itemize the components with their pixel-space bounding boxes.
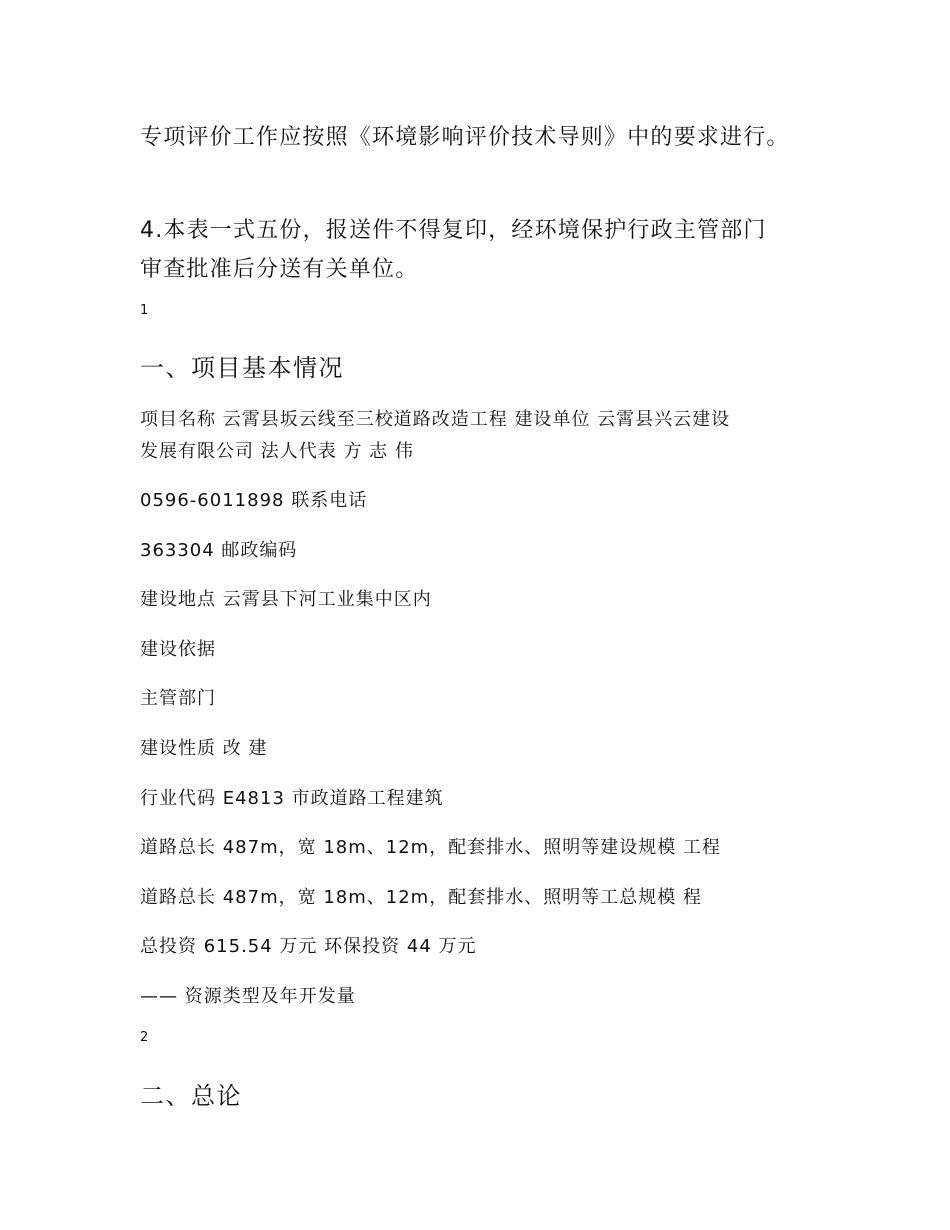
note-4-line-2: 审查批准后分送有关单位。 (140, 257, 419, 282)
note-4-line-1: 4.本表一式五份，报送件不得复印，经环境保护行政主管部门 (140, 218, 767, 243)
industry-code-line: 行业代码 E4813 市政道路工程建筑 (140, 788, 444, 809)
nature-line: 建设性质 改 建 (140, 738, 268, 759)
phone-line: 0596-6011898 联系电话 (140, 490, 368, 511)
scale-line-2: 道路总长 487m，宽 18m、12m，配套排水、照明等工总规模 程 (140, 887, 702, 908)
basis-line: 建设依据 (140, 639, 216, 660)
project-unit-line: 发展有限公司 法人代表 方 志 伟 (140, 441, 414, 462)
location-line: 建设地点 云霄县下河工业集中区内 (140, 589, 432, 610)
section-heading-general: 二、总论 (140, 1082, 242, 1110)
page-number: 1 (140, 303, 149, 318)
intro-text: 专项评价工作应按照《环境影响评价技术导则》中的要求进行。 (140, 125, 790, 150)
page-number: 2 (140, 1030, 149, 1045)
scale-line-1: 道路总长 487m，宽 18m、12m，配套排水、照明等建设规模 工程 (140, 837, 721, 858)
authority-line: 主管部门 (140, 688, 216, 709)
project-name-line: 项目名称 云霄县坂云线至三校道路改造工程 建设单位 云霄县兴云建设 (140, 409, 731, 430)
section-heading-project-info: 一、项目基本情况 (140, 354, 344, 382)
investment-line: 总投资 615.54 万元 环保投资 44 万元 (140, 936, 477, 957)
resource-line: —— 资源类型及年开发量 (140, 986, 356, 1007)
postcode-line: 363304 邮政编码 (140, 540, 298, 561)
